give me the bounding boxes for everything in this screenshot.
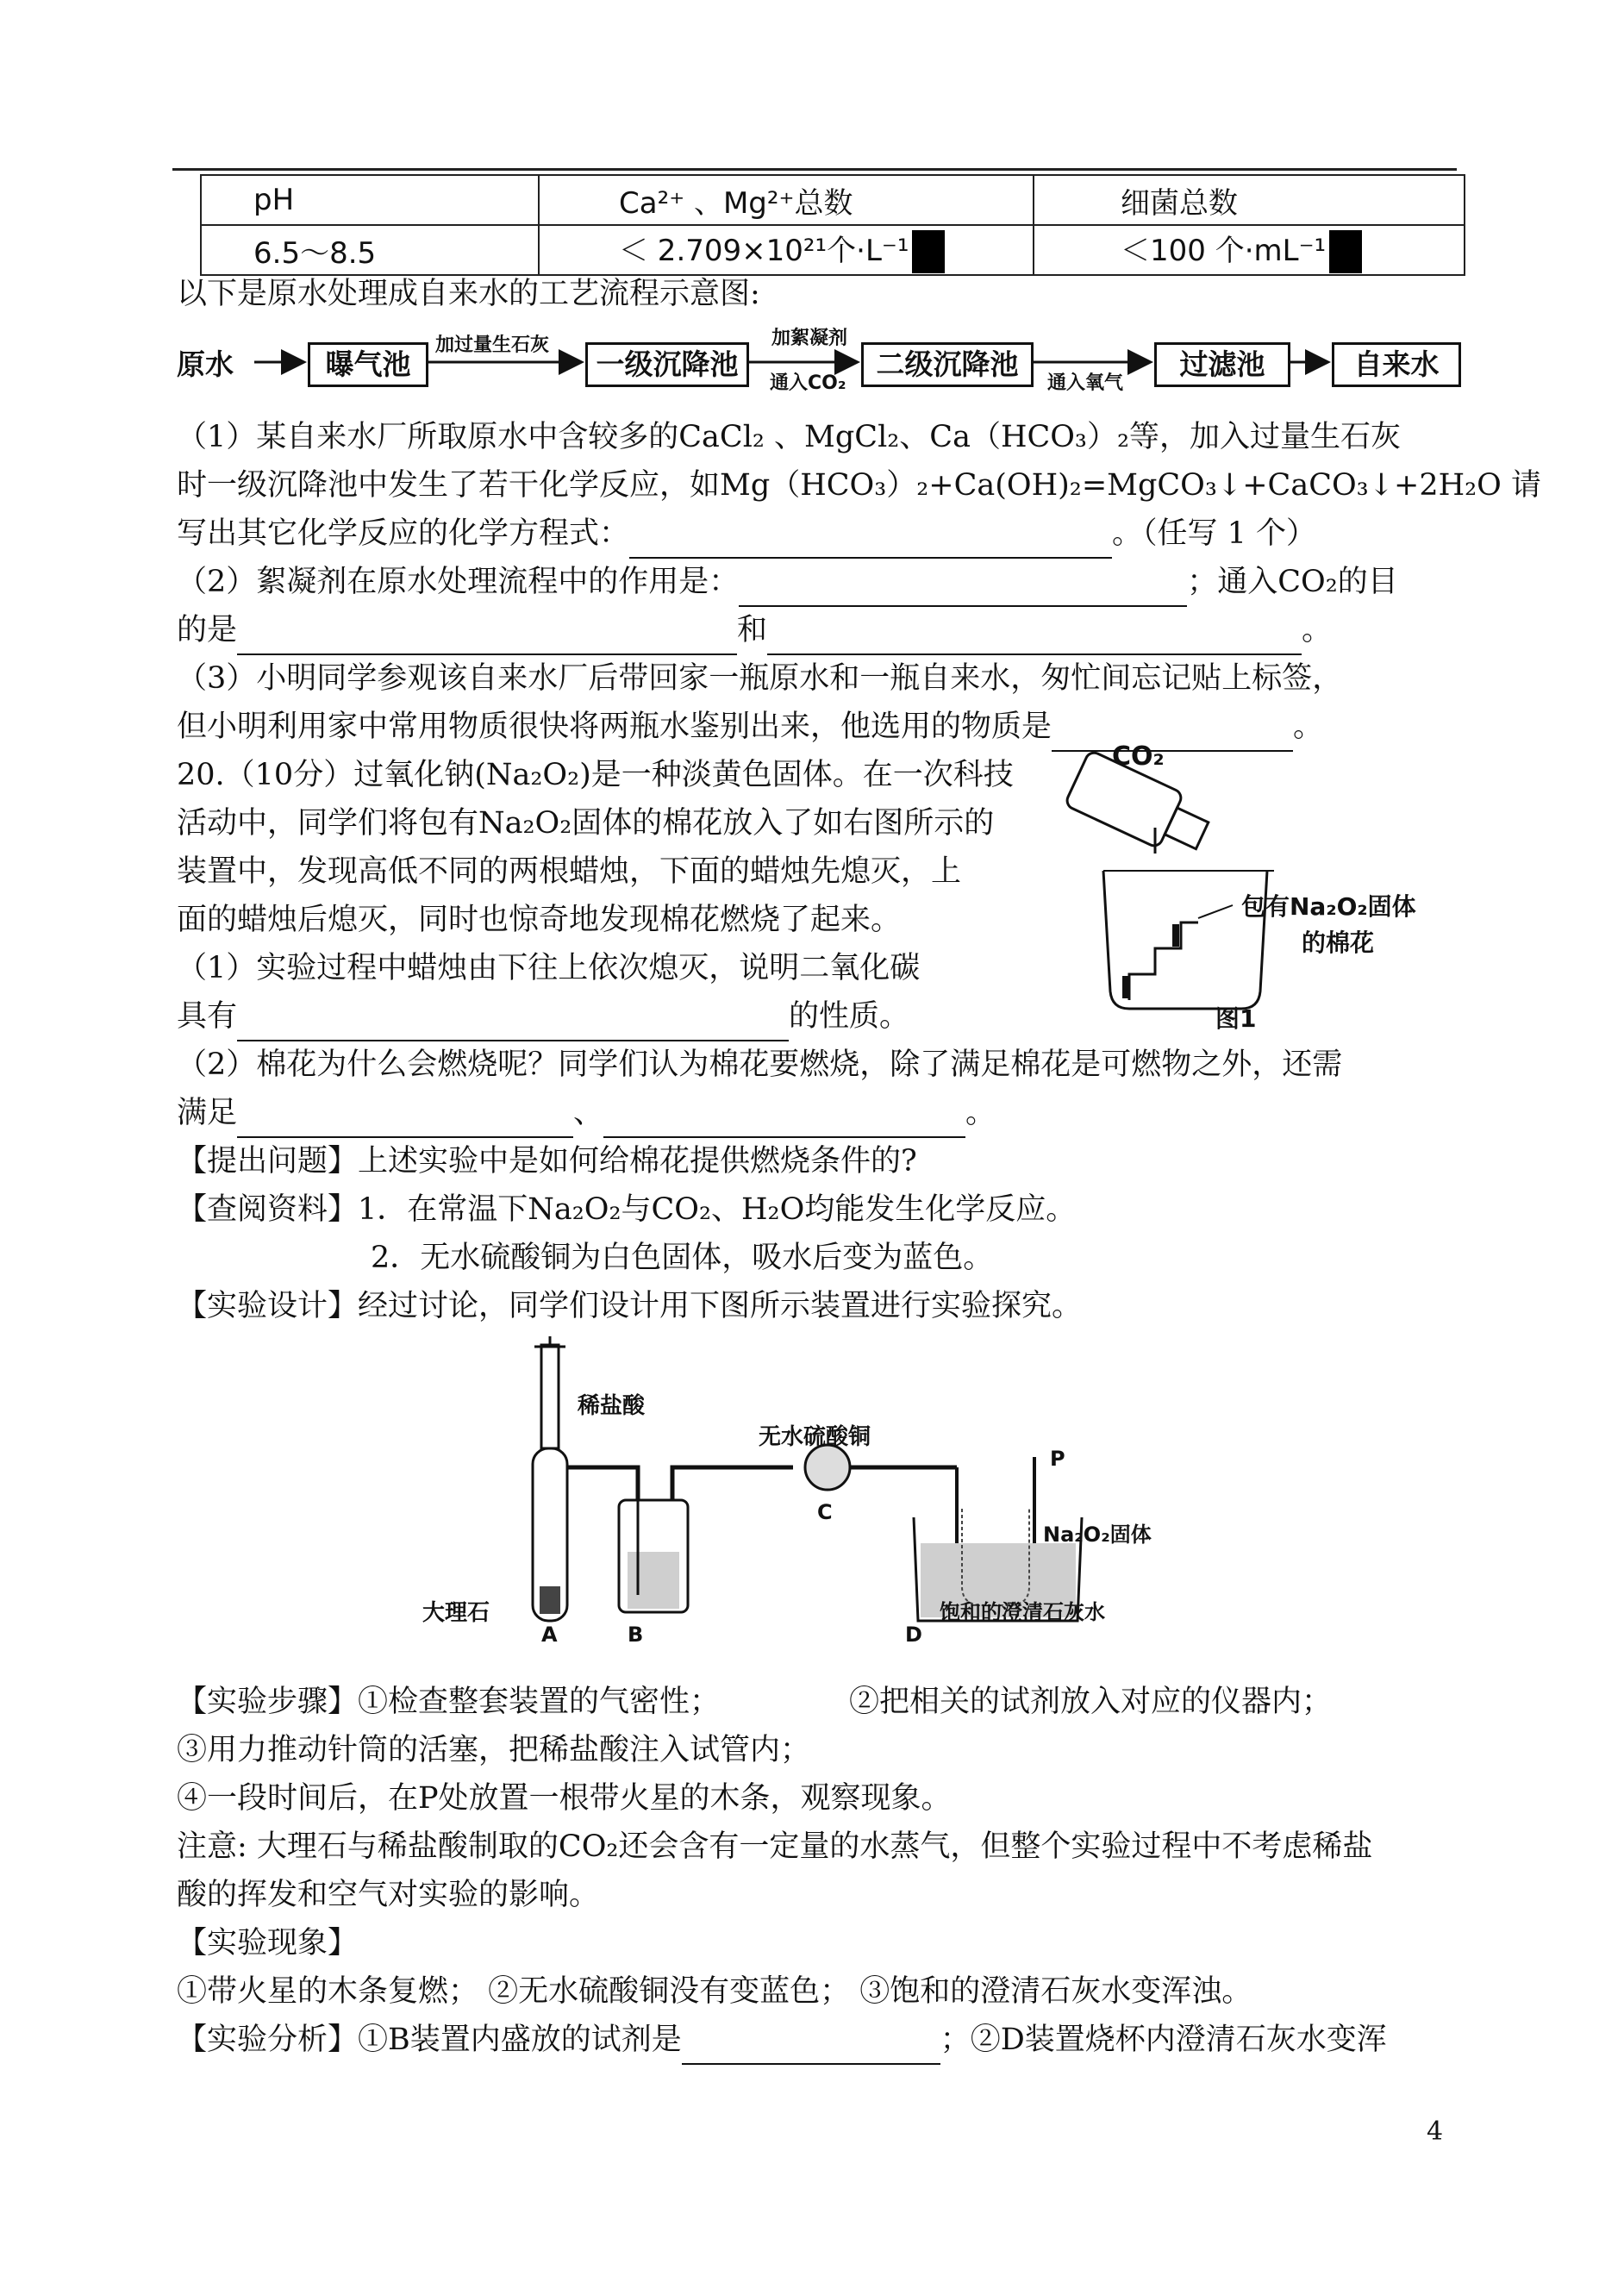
q2-and: 和 <box>737 613 768 647</box>
acid-label: 稀盐酸 <box>578 1393 646 1419</box>
flow-box-filter: 过滤池 <box>1154 342 1290 387</box>
table-cell: 6.5～8.5 <box>201 225 539 275</box>
q20-s1-prompt: 具有 <box>177 999 238 1034</box>
page-number: 4 <box>1427 2117 1444 2147</box>
table-header-row <box>201 175 1465 225</box>
q2-prompt: （2）絮凝剂在原水处理流程中的作用是： <box>177 565 740 599</box>
co2-label: CO₂ <box>1112 741 1165 772</box>
answer-blank[interactable] <box>629 522 1112 559</box>
answer-blank[interactable] <box>739 571 1187 607</box>
flow-label-co2: 通入CO₂ <box>770 372 846 394</box>
flow-start: 原水 <box>177 347 234 381</box>
q2-suffix: ；通入CO₂的目 <box>1187 565 1398 599</box>
flow-box-secondary-settling: 二级沉降池 <box>861 342 1034 387</box>
step-2: ②把相关的试剂放入对应的仪器内； <box>849 1685 1333 1719</box>
flow-box-tapwater: 自来水 <box>1332 342 1461 387</box>
flow-label-coagulant: 加絮凝剂 <box>771 328 848 349</box>
answer-blank[interactable] <box>237 619 737 655</box>
q20-line4: 面的蜡烛后熄灭，同时也惊奇地发现棉花燃烧了起来。 <box>177 903 902 937</box>
answer-blank[interactable] <box>237 1005 789 1041</box>
flow-intro: 以下是原水处理成自来水的工艺流程示意图: <box>177 277 760 311</box>
q20-s2-prompt: 满足 <box>177 1096 238 1130</box>
figure-1-caption: 图1 <box>1215 1004 1257 1033</box>
cotton-label-2: 的棉花 <box>1302 929 1375 957</box>
note-line1: 注意: 大理石与稀盐酸制取的CO₂还会含有一定量的水蒸气，但整个实验过程中不考虑稀盐 <box>177 1829 1373 1864</box>
q3-line1: （3）小明同学参观该自来水厂后带回家一瓶原水和一瓶自来水，匆忙间忘记贴上标签， <box>177 661 1343 696</box>
flow-label-oxygen: 通入氧气 <box>1047 372 1124 394</box>
q20-s2: （2）棉花为什么会燃烧呢？同学们认为棉花要燃烧，除了满足棉花是可燃物之外，还需 <box>177 1047 1343 1082</box>
figure-2-apparatus <box>422 1336 1152 1647</box>
table-cell <box>1034 225 1465 275</box>
marble-label: 大理石 <box>422 1600 490 1626</box>
q1-prompt: 写出其它化学反应的化学方程式： <box>177 516 630 551</box>
limewater-label: 饱和的澄清石灰水 <box>940 1600 1105 1624</box>
answer-blank[interactable] <box>603 1102 965 1138</box>
cell-text: ＜ 2.709×10²¹个·L⁻¹ <box>619 233 909 268</box>
q1-line1: （1）某自来水厂所取原水中含较多的CaCl₂ 、MgCl₂、Ca（HCO₃）₂等，加入过量生石灰 <box>177 420 1401 454</box>
cell-text: ＜100 个·mL⁻¹ <box>1121 233 1327 268</box>
q20-s2-sep: 、 <box>573 1096 604 1130</box>
phenomena-title: 【实验现象】 <box>177 1926 359 1960</box>
cotton-label-1: 包有Na₂O₂固体 <box>1241 892 1416 921</box>
process-flow-diagram <box>177 323 1461 410</box>
table-cell: 细菌总数 <box>1034 175 1465 225</box>
q1-line2: 时一级沉降池中发生了若干化学反应，如Mg（HCO₃）₂+Ca(OH)₂=MgCO₃↓+CaCO₃↓+2H₂O 请 <box>177 468 1541 503</box>
inquiry-ref1: 【查阅资料】1．在常温下Na₂O₂与CO₂、H₂O均能发生化学反应。 <box>177 1192 1077 1227</box>
table-cell: Ca²⁺ 、Mg²⁺总数 <box>539 175 1034 225</box>
analysis-line <box>177 2015 1387 2065</box>
q2-prompt2: 的是 <box>177 613 238 647</box>
answer-blank[interactable] <box>237 1102 573 1138</box>
label-P: P <box>1050 1447 1065 1471</box>
answer-blank[interactable] <box>767 619 1302 655</box>
step-4: ④一段时间后，在P处放置一根带火星的木条，观察现象。 <box>177 1781 952 1816</box>
inquiry-question: 【提出问题】上述实验中是如何给棉花提供燃烧条件的? <box>177 1144 917 1179</box>
q3-end: 。 <box>1293 710 1324 744</box>
redaction-block <box>912 230 945 273</box>
inquiry-design: 【实验设计】经过讨论，同学们设计用下图所示装置进行实验探究。 <box>177 1289 1083 1323</box>
q2-line2 <box>177 605 1332 655</box>
table-cell: pH <box>201 175 539 225</box>
analysis-a: 【实验分析】①B装置内盛放的试剂是 <box>177 2023 682 2057</box>
q20-line2: 活动中，同学们将包有Na₂O₂固体的棉花放入了如右图所示的 <box>177 806 995 841</box>
water-standard-table <box>200 174 1465 276</box>
step-1: 【实验步骤】①检查整套装置的气密性； <box>177 1685 721 1719</box>
answer-blank[interactable] <box>682 2029 940 2065</box>
q2-line1 <box>177 557 1398 607</box>
table-row <box>201 225 1465 275</box>
flow-label-lime: 加过量生石灰 <box>435 335 550 356</box>
label-C: C <box>817 1500 833 1524</box>
note-line2: 酸的挥发和空气对实验的影响。 <box>177 1878 600 1912</box>
figure-1 <box>1043 741 1448 1035</box>
flow-box-primary-settling: 一级沉降池 <box>585 342 749 387</box>
q3-prompt: 但小明利用家中常用物质很快将两瓶水鉴别出来，他选用的物质是 <box>177 710 1052 744</box>
flow-box-aeration: 曝气池 <box>308 342 428 387</box>
phenomena-line: ①带火星的木条复燃； ②无水硫酸铜没有变蓝色； ③饱和的澄清石灰水变浑浊。 <box>177 1974 1252 2009</box>
q20-s1-end: 的性质。 <box>789 999 910 1034</box>
q2-end: 。 <box>1302 613 1333 647</box>
q20-line1: 20.（10分）过氧化钠(Na₂O₂)是一种淡黄色固体。在一次科技 <box>177 758 1014 792</box>
q1-suffix: 。（任写 1 个） <box>1112 516 1317 551</box>
header-rule <box>172 168 1457 171</box>
q20-s1b <box>177 991 909 1041</box>
q1-line3 <box>177 509 1316 559</box>
cuso4-label: 无水硫酸铜 <box>759 1424 871 1450</box>
label-D: D <box>905 1623 922 1647</box>
label-B: B <box>628 1623 644 1647</box>
q20-s1: （1）实验过程中蜡烛由下往上依次熄灭，说明二氧化碳 <box>177 951 921 985</box>
table-cell <box>539 225 1034 275</box>
redaction-block <box>1329 230 1362 273</box>
label-A: A <box>541 1623 558 1647</box>
inquiry-ref2: 2．无水硫酸铜为白色固体，吸水后变为蓝色。 <box>371 1241 994 1275</box>
q20-line3: 装置中，发现高低不同的两根蜡烛，下面的蜡烛先熄灭，上 <box>177 854 962 889</box>
q20-s2b <box>177 1088 996 1138</box>
analysis-b: ；②D装置烧杯内澄清石灰水变浑 <box>940 2023 1387 2057</box>
step-3: ③用力推动针筒的活塞，把稀盐酸注入试管内； <box>177 1733 811 1767</box>
q20-s2-end: 。 <box>965 1096 996 1130</box>
na2o2-label: Na₂O₂固体 <box>1043 1523 1152 1547</box>
